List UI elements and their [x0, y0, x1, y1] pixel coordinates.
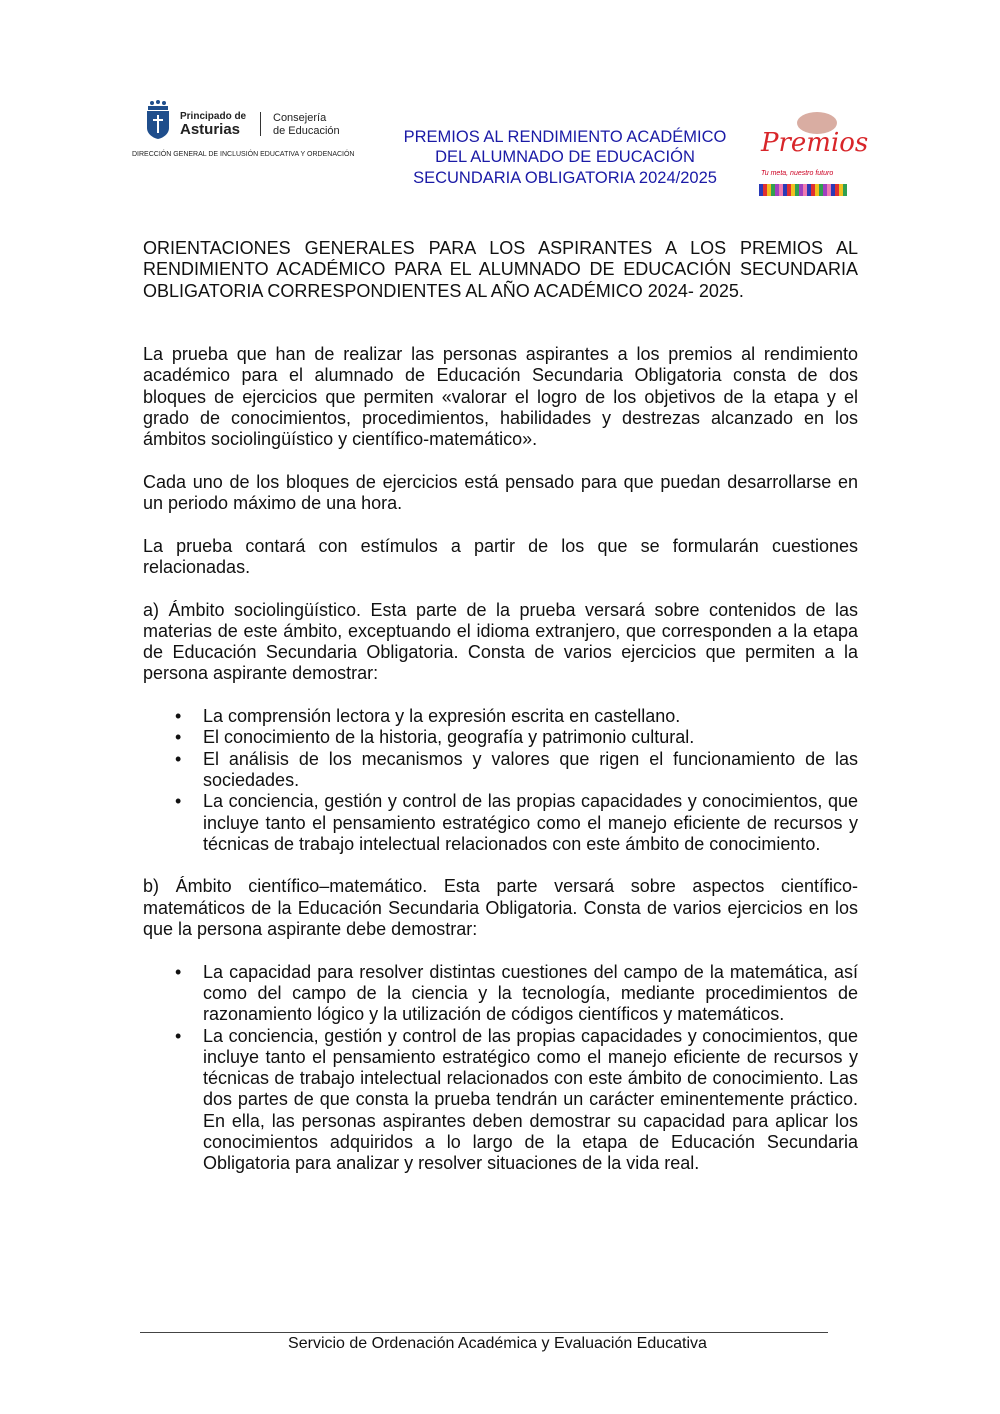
paragraph: a) Ámbito sociolingüístico. Esta parte de la prueba versará sobre contenidos de las materias de este ámbito, exceptuando el idioma extranjero, que corresponden a la etapa de Educación Secundaria Obligatoria. Consta de varios ejercicios que permiten a la persona aspirante demostrar: [143, 599, 858, 684]
list-cientifico [143, 962, 858, 1175]
logo-line2: Asturias [180, 121, 241, 138]
document-title: ORIENTACIONES GENERALES PARA LOS ASPIRANTES A LOS PREMIOS AL RENDIMIENTO ACADÉMICO PARA EL ALUMNADO DE EDUCACIÓN SECUNDARIA OBLIGATORIA CORRESPONDIENTES AL AÑO ACADÉMICO 2024- 2025. [143, 238, 858, 301]
document-body [143, 344, 858, 1196]
logo-dept1: Consejería [273, 112, 327, 124]
premios-tagline: Tu meta, nuestro futuro [761, 170, 834, 177]
asturias-logo [132, 100, 355, 162]
header-title-line: PREMIOS AL RENDIMIENTO ACADÉMICO [403, 128, 727, 146]
list-sociolinguistico [143, 706, 858, 855]
logo-dept2: de Educación [273, 125, 340, 137]
logo-subtitle: DIRECCIÓN GENERAL DE INCLUSIÓN EDUCATIVA Y ORDENACIÓN [132, 151, 355, 158]
premios-word: Premios [761, 128, 869, 158]
premios-color-stripes [759, 184, 847, 196]
header-title-line: DEL ALUMNADO DE EDUCACIÓN [435, 148, 695, 167]
footer-rule [140, 1332, 828, 1333]
header-title-line: SECUNDARIA OBLIGATORIA 2024/2025 [413, 168, 717, 187]
paragraph: La prueba contará con estímulos a partir de los que se formularán cuestiones relacionadas. [143, 535, 858, 577]
paragraph: Cada uno de los bloques de ejercicios está pensado para que puedan desarrollarse en un periodo máximo de una hora. [143, 471, 858, 514]
footer-text: Servicio de Ordenación Académica y Evaluación Educativa [288, 1335, 707, 1352]
list-item: • La comprensión lectora y la expresión escrita en castellano. [203, 706, 858, 727]
logo-divider [260, 112, 261, 136]
coat-of-arms-icon [145, 100, 171, 140]
header-title [390, 127, 740, 188]
logo-line1: Principado de [180, 111, 247, 122]
paragraph: b) Ámbito científico–matemático. Esta parte versará sobre aspectos científico-matemáticos de la Educación Secundaria Obligatoria. Consta de varios ejercicios en los que la persona aspirante debe demostrar: [143, 876, 858, 940]
list-item: • La capacidad para resolver distintas cuestiones del campo de la matemática, así como del campo de la ciencia y la tecnología, mediante procedimientos de razonamiento lógico y la utilización de códigos científicos y matemáticos. [203, 962, 858, 1026]
premios-logo [757, 110, 869, 198]
list-item: • El análisis de los mecanismos y valores que rigen el funcionamiento de las sociedades. [203, 749, 858, 792]
list-item: • La conciencia, gestión y control de las propias capacidades y conocimientos, que incluye tanto el pensamiento estratégico como el manejo eficiente de recursos y técnicas de trabajo intelectual relacionados con este ámbito de conocimiento. [203, 791, 858, 855]
list-item: • La conciencia, gestión y control de las propias capacidades y conocimientos, que incluye tanto el pensamiento estratégico como el manejo eficiente de recursos y técnicas de trabajo intelectual relacionados con este ámbito de conocimiento. Las dos partes de que consta la prueba tendrán un carácter eminentemente práctico. En ella, las personas aspirantes deben demostrar su capacidad para aplicar los conocimientos adquiridos a lo largo de la etapa de Educación Secundaria Obligatoria para analizar y resolver situaciones de la vida real. [203, 1026, 858, 1175]
paragraph: La prueba que han de realizar las personas aspirantes a los premios al rendimiento académico para el alumnado de Educación Secundaria Obligatoria consta de dos bloques de ejercicios que permiten «valorar el logro de los objetivos de la etapa y el grado de conocimientos, procedimientos, habilidades y destrezas alcanzado en los ámbitos sociolingüístico y científico-matemático». [143, 344, 858, 450]
list-item: • El conocimiento de la historia, geografía y patrimonio cultural. [203, 727, 858, 748]
